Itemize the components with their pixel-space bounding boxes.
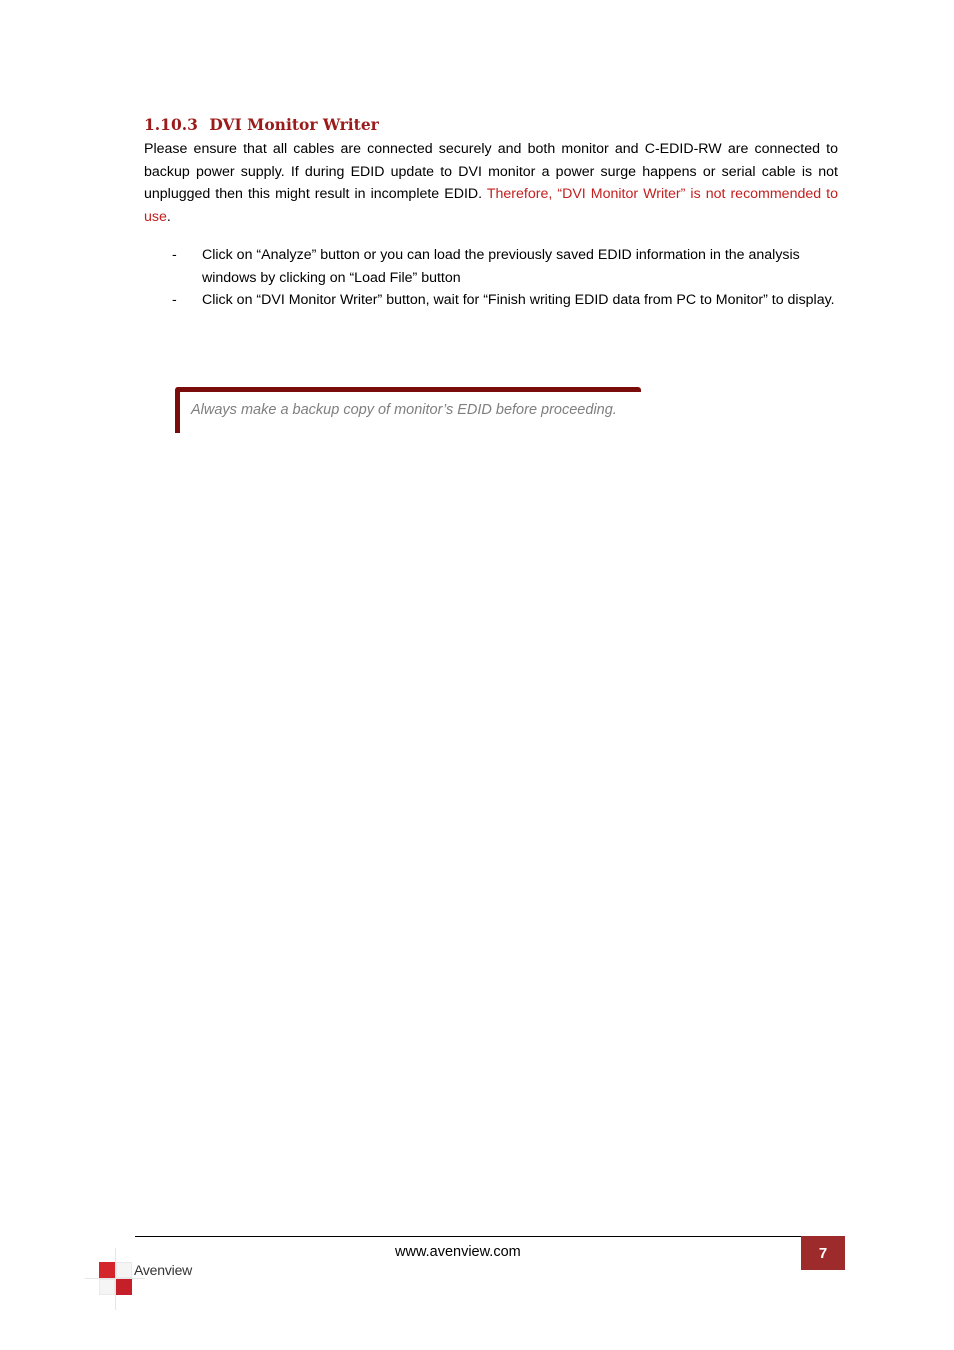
list-item-text: Click on “Analyze” button or you can load the previously saved EDID information in the analysis windows by clicking on “Load File” button [202,247,800,286]
logo-brand-text: Avenview [134,1262,193,1278]
section-heading [144,115,379,134]
avenview-logo [85,1248,205,1310]
intro-paragraph [144,138,838,228]
note-box [175,387,641,433]
logo-pale-square [99,1279,115,1295]
logo-pale-square [116,1262,132,1278]
warning-text: Therefore, “DVI Monitor Writer” is not recommended to use [144,186,839,225]
logo-horizontal-line [85,1278,145,1279]
intro-text: Please ensure that all cables are connected securely and both monitor and C-EDID-RW are connected to backup power supply. If during EDID update to DVI monitor a power surge happens or serial cable is not unplugged then this might result in incomplete EDID. [144,141,838,203]
section-title: DVI Monitor Writer [209,115,379,134]
footer-url[interactable]: www.avenview.com [395,1244,521,1260]
footer-divider [135,1236,801,1237]
note-text: Always make a backup copy of monitor’s EDID before proceeding. [191,402,617,418]
instruction-list [172,244,838,312]
list-item [172,289,838,312]
bullet-dash: - [172,247,177,263]
logo-red-square [116,1279,132,1295]
section-number: 1.10.3 [144,115,198,134]
paragraph-end: . [166,208,171,225]
page-number: 7 [801,1236,845,1270]
list-item-text: Click on “DVI Monitor Writer” button, wait for “Finish writing EDID data from PC to Monitor” to display. [202,292,835,309]
list-item [172,244,838,289]
logo-red-square [99,1262,115,1278]
bullet-dash: - [172,292,177,309]
